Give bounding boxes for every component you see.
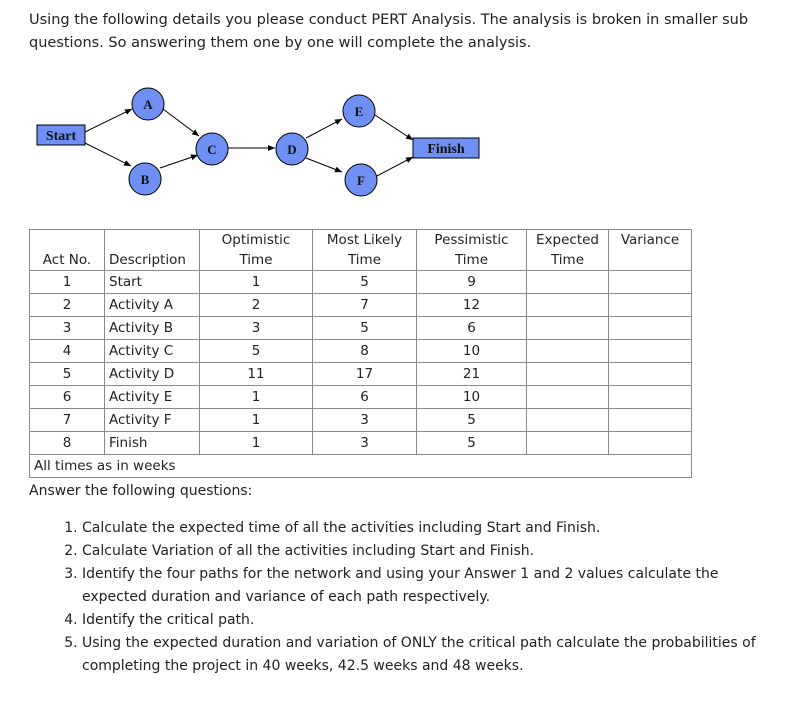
table-row [30,294,692,317]
act-no: 1 [30,271,105,294]
optimistic-time: 2 [200,294,313,317]
arrow-b-c [160,155,198,168]
svg-text:B: B [140,172,150,187]
act-no: 8 [30,432,105,455]
answer-heading: Answer the following questions: [29,483,253,499]
expected-time [527,409,609,432]
act-no: 5 [30,363,105,386]
expected-time [527,386,609,409]
pessimistic-time: 5 [417,432,527,455]
intro-paragraph: Using the following details you please conduct PERT Analysis. The analysis is broken in smaller sub questions. So answering them one by one will complete the analysis. [29,12,749,51]
most-likely-time: 3 [313,409,417,432]
description: Activity A [105,294,200,317]
svg-text:D: D [287,142,297,157]
svg-text:F: F [357,173,365,188]
units-footnote: All times as in weeks [30,455,692,478]
pessimistic-time: 6 [417,317,527,340]
arrow-a-c [163,109,199,136]
question-list [52,517,762,678]
pert-table [29,229,692,478]
expected-time [527,432,609,455]
header-optimistic-1: Optimistic [200,230,313,251]
node-e [343,95,375,127]
finish-label: Finish [427,142,465,157]
pessimistic-time: 5 [417,409,527,432]
act-no: 2 [30,294,105,317]
description: Activity B [105,317,200,340]
header-row-1 [30,230,692,251]
node-b [129,163,161,195]
act-no: 3 [30,317,105,340]
variance [609,340,692,363]
description: Activity E [105,386,200,409]
question-item: 5. Using the expected duration and variation of ONLY the critical path calculate the probabilities of completing the project in 40 weeks, 42.5 weeks and 48 weeks. [82,632,762,678]
header-expected-1: Expected [527,230,609,251]
description: Activity F [105,409,200,432]
variance [609,432,692,455]
question-item: 3. Identify the four paths for the network and using your Answer 1 and 2 values calculate the expected duration and variance of each path respectively. [82,563,762,609]
pert-network-diagram [0,0,792,225]
optimistic-time: 1 [200,409,313,432]
node-a [132,88,164,120]
header-optimistic-2: Time [200,250,313,271]
header-act-no: Act No. [30,250,105,271]
header-description: Description [105,250,200,271]
act-no: 7 [30,409,105,432]
question-item: 1. Calculate the expected time of all the activities including Start and Finish. [82,517,762,540]
node-c [196,133,228,165]
expected-time [527,294,609,317]
expected-time [527,271,609,294]
optimistic-time: 3 [200,317,313,340]
svg-text:E: E [354,104,364,119]
expected-time [527,340,609,363]
expected-time [527,317,609,340]
header-row-2 [30,250,692,271]
description: Start [105,271,200,294]
table-row [30,363,692,386]
expected-time [527,363,609,386]
arrow-start-a [85,109,132,132]
most-likely-time: 7 [313,294,417,317]
description: Finish [105,432,200,455]
pessimistic-time: 10 [417,386,527,409]
optimistic-time: 1 [200,386,313,409]
table-row [30,317,692,340]
arrow-e-finish [375,115,413,140]
table-row [30,340,692,363]
most-likely-time: 5 [313,317,417,340]
pessimistic-time: 10 [417,340,527,363]
pessimistic-time: 9 [417,271,527,294]
footnote-row [30,455,692,478]
description: Activity D [105,363,200,386]
act-no: 6 [30,386,105,409]
node-d [276,133,308,165]
arrow-d-f [306,158,342,172]
variance [609,386,692,409]
header-pessimistic-2: Time [417,250,527,271]
description: Activity C [105,340,200,363]
optimistic-time: 1 [200,271,313,294]
table-row [30,271,692,294]
start-label: Start [45,129,77,144]
variance [609,294,692,317]
table-row [30,409,692,432]
optimistic-time: 5 [200,340,313,363]
header-pessimistic-1: Pessimistic [417,230,527,251]
most-likely-time: 8 [313,340,417,363]
most-likely-time: 5 [313,271,417,294]
variance [609,409,692,432]
pessimistic-time: 21 [417,363,527,386]
node-f [345,164,377,196]
pessimistic-time: 12 [417,294,527,317]
optimistic-time: 1 [200,432,313,455]
svg-text:A: A [143,97,153,112]
variance [609,317,692,340]
table-row [30,432,692,455]
most-likely-time: 6 [313,386,417,409]
question-item: 2. Calculate Variation of all the activities including Start and Finish. [82,540,762,563]
question-item: 4. Identify the critical path. [82,609,762,632]
optimistic-time: 11 [200,363,313,386]
act-no: 4 [30,340,105,363]
arrow-d-e [306,119,342,138]
most-likely-time: 3 [313,432,417,455]
svg-text:C: C [207,142,217,157]
header-variance: Variance [609,230,692,251]
header-expected-2: Time [527,250,609,271]
arrow-f-finish [375,157,413,177]
variance [609,363,692,386]
most-likely-time: 17 [313,363,417,386]
table-row [30,386,692,409]
header-most-likely-1: Most Likely [313,230,417,251]
header-most-likely-2: Time [313,250,417,271]
variance [609,271,692,294]
arrow-start-b [85,143,131,166]
